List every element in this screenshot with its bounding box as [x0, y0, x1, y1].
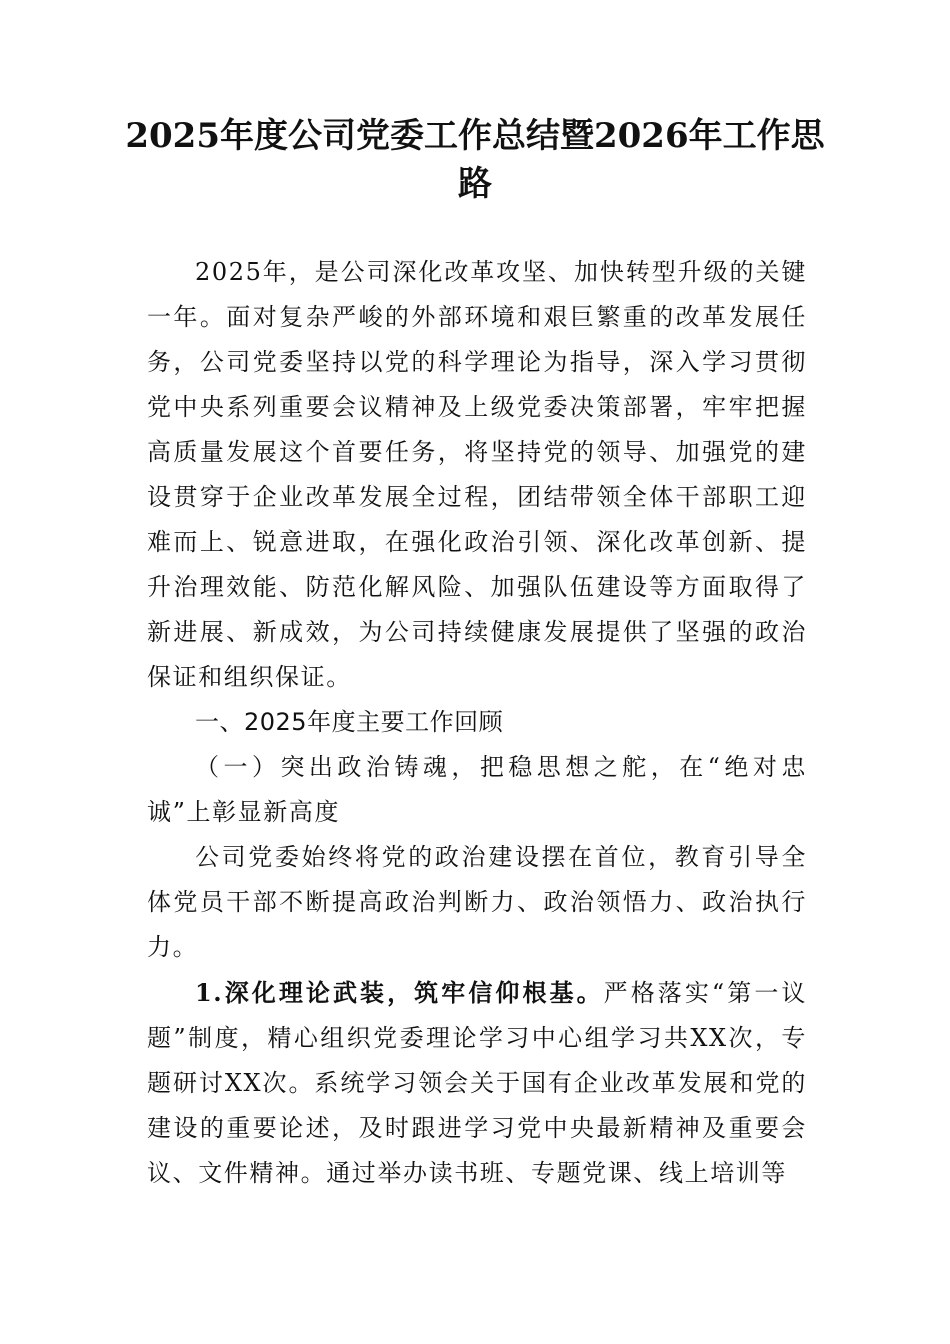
- section-heading-review: 一、2025年度主要工作回顾: [195, 708, 504, 736]
- subsection-intro-paragraph: 公司党委始终将党的政治建设摆在首位，教育引导全体党员干部不断提高政治判断力、政治领悟力、政治执行力。: [147, 843, 807, 961]
- item-lead-theory: 1.深化理论武装，筑牢信仰根基。: [195, 978, 604, 1007]
- intro-paragraph: 2025年，是公司深化改革攻坚、加快转型升级的关键一年。面对复杂严峻的外部环境和艰巨繁重的改革发展任务，公司党委坚持以党的科学理论为指导，深入学习贯彻党中央系列重要会议精神及上级党委决策部署，牢牢把握高质量发展这个首要任务，将坚持党的领导、加强党的建设贯穿于企业改革发展全过程，团结带领全体干部职工迎难而上、锐意进取，在强化政治引领、深化改革创新、提升治理效能、防范化解风险、加强队伍建设等方面取得了新进展、新成效，为公司持续健康发展提供了坚强的政治保证和组织保证。: [147, 258, 807, 691]
- subsection-heading-political: （一）突出政治铸魂，把稳思想之舵，在“绝对忠诚”上彰显新高度: [147, 753, 807, 826]
- item-paragraph-theory: [147, 970, 807, 1196]
- document-body: [147, 250, 807, 1196]
- item-text-theory: 严格落实“第一议题”制度，精心组织党委理论学习中心组学习共XX次，专题研讨XX次。系统学习领会关于国有企业改革发展和党的建设的重要论述，及时跟进学习党中央最新精神及重要会议、文件精神。通过举办读书班、专题党课、线上培训等: [147, 979, 807, 1187]
- document-title: 2025年度公司党委工作总结暨2026年工作思路: [125, 116, 825, 204]
